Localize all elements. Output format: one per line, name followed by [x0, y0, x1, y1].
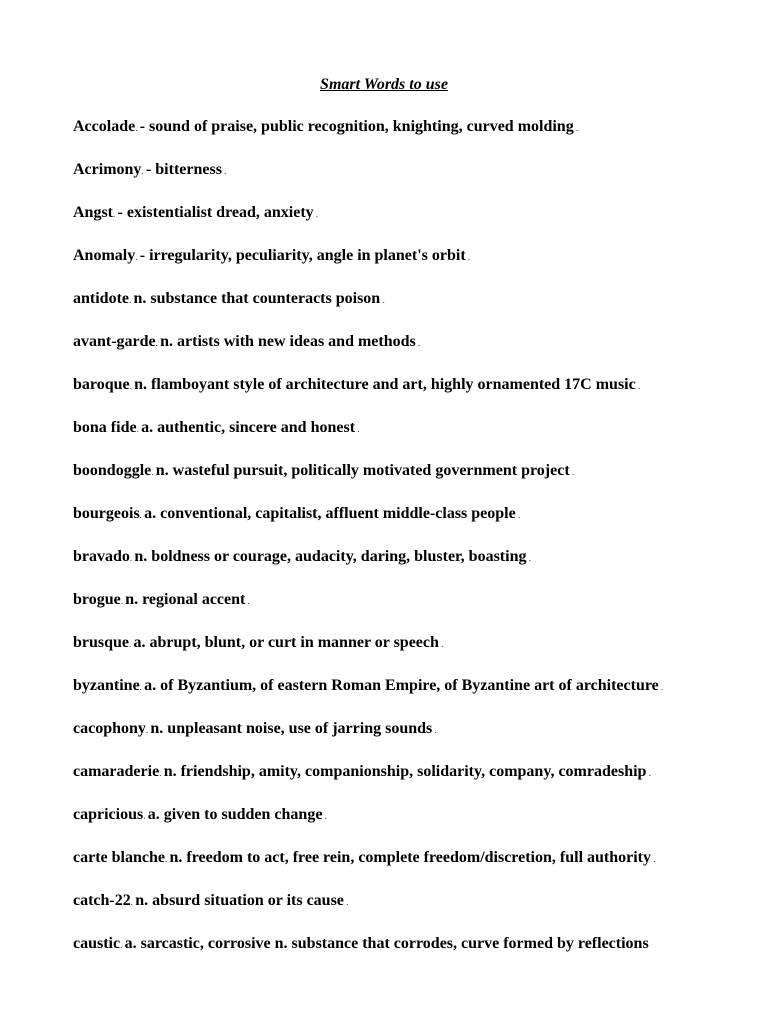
entry-marker: . [526, 553, 531, 563]
entry-definition: a. sarcastic, corrosive n. substance that corrodes, curve formed by reflections [124, 935, 649, 952]
entry-definition: n. regional accent [125, 591, 246, 608]
word-list [73, 116, 673, 956]
list-item [73, 546, 673, 569]
list-item [73, 417, 673, 440]
entry-marker: . [135, 252, 140, 262]
list-item [73, 847, 673, 870]
entry-term: baroque [73, 376, 130, 393]
entry-marker: . [129, 639, 134, 649]
list-item [73, 202, 673, 225]
entry-term: catch-22 [73, 892, 131, 909]
list-item [73, 288, 673, 311]
entry-definition: a. abrupt, blunt, or curt in manner or speech [133, 634, 439, 651]
entry-marker: . [415, 338, 421, 348]
page-title: Smart Words to use [320, 76, 448, 93]
entry-definition: a. conventional, capitalist, affluent middle-class people [144, 505, 516, 522]
entry-marker: . [221, 166, 227, 176]
entry-marker: . [380, 295, 385, 305]
entry-marker: . [129, 381, 135, 391]
entry-marker: . [139, 682, 145, 692]
entry-marker: . [658, 682, 664, 692]
entry-term: antidote [73, 290, 129, 307]
entry-marker: . [569, 467, 575, 477]
list-item [73, 632, 673, 655]
list-item [73, 116, 673, 139]
entry-marker: . [164, 854, 170, 864]
entry-definition: n. absurd situation or its cause [135, 892, 344, 909]
entry-definition: n. freedom to act, free rein, complete freedom/discretion, full authority [169, 849, 652, 866]
entry-marker: . [343, 897, 349, 907]
entry-definition: n. friendship, amity, companionship, solidarity, company, comradeship [163, 763, 647, 780]
entry-marker: . [120, 596, 126, 606]
list-item [73, 804, 673, 827]
entry-marker: . [129, 553, 135, 563]
entry-definition: a. of Byzantium, of eastern Roman Empire, of Byzantine art of architecture [144, 677, 659, 694]
entry-marker: . [322, 811, 327, 821]
list-item [73, 460, 673, 483]
entry-term: caustic [73, 935, 121, 952]
entry-marker: . [573, 123, 579, 133]
list-item [73, 503, 673, 526]
entry-term: bourgeois [73, 505, 140, 522]
entry-marker: . [130, 897, 136, 907]
entry-marker: . [155, 338, 161, 348]
entry-definition: n. unpleasant noise, use of jarring sounds [150, 720, 433, 737]
entry-definition: - sound of praise, public recognition, knighting, curved molding [139, 118, 574, 135]
entry-term: brogue [73, 591, 121, 608]
entry-term: Angst [73, 204, 114, 221]
entry-marker: . [438, 639, 444, 649]
entry-term: Accolade [73, 118, 136, 135]
entry-definition: n. boldness or courage, audacity, daring, bluster, boasting [134, 548, 527, 565]
list-item [73, 245, 673, 268]
list-item [73, 159, 673, 182]
entry-term: cacophony [73, 720, 146, 737]
entry-term: carte blanche [73, 849, 165, 866]
list-item [73, 890, 673, 913]
entry-marker: . [136, 424, 142, 434]
entry-marker: . [465, 252, 471, 262]
entry-term: Acrimony [73, 161, 142, 178]
entry-marker: . [646, 768, 651, 778]
entry-marker: . [515, 510, 521, 520]
entry-marker: . [635, 381, 641, 391]
entry-definition: n. wasteful pursuit, politically motivated government project [155, 462, 570, 479]
list-item [73, 761, 673, 784]
list-item [73, 589, 673, 612]
entry-definition: a. given to sudden change [147, 806, 323, 823]
entry-marker: . [139, 510, 145, 520]
entry-term: bona fide [73, 419, 137, 436]
list-item [73, 933, 673, 956]
entry-marker: . [145, 725, 151, 735]
entry-definition: - irregularity, peculiarity, angle in planet's orbit [139, 247, 466, 264]
entry-marker: . [651, 854, 656, 864]
entry-definition: n. flamboyant style of architecture and art, highly ornamented 17C music [134, 376, 636, 393]
entry-term: capricious [73, 806, 144, 823]
entry-term: boondoggle [73, 462, 152, 479]
entry-marker: . [135, 123, 140, 133]
entry-marker: . [141, 166, 146, 176]
entry-term: byzantine [73, 677, 140, 694]
entry-marker: . [151, 467, 156, 477]
entry-definition: - bitterness [145, 161, 222, 178]
entry-marker: . [143, 811, 148, 821]
entry-marker: . [432, 725, 437, 735]
entry-definition: n. artists with new ideas and methods [160, 333, 416, 350]
entry-marker: . [159, 768, 164, 778]
entry-term: Anomaly [73, 247, 136, 264]
entry-marker: . [355, 424, 360, 434]
list-item [73, 331, 673, 354]
entry-marker: . [245, 596, 250, 606]
entry-marker: . [129, 295, 134, 305]
entry-marker: . [113, 209, 118, 219]
entry-term: camaraderie [73, 763, 160, 780]
list-item [73, 675, 673, 698]
entry-term: bravado [73, 548, 130, 565]
entry-term: brusque [73, 634, 130, 651]
entry-marker: . [313, 209, 319, 219]
entry-marker: . [120, 940, 125, 950]
list-item [73, 718, 673, 741]
entry-definition: n. substance that counteracts poison [133, 290, 381, 307]
entry-definition: - existentialist dread, anxiety [117, 204, 314, 221]
entry-definition: a. authentic, sincere and honest [141, 419, 356, 436]
list-item [73, 374, 673, 397]
entry-term: avant-garde [73, 333, 156, 350]
